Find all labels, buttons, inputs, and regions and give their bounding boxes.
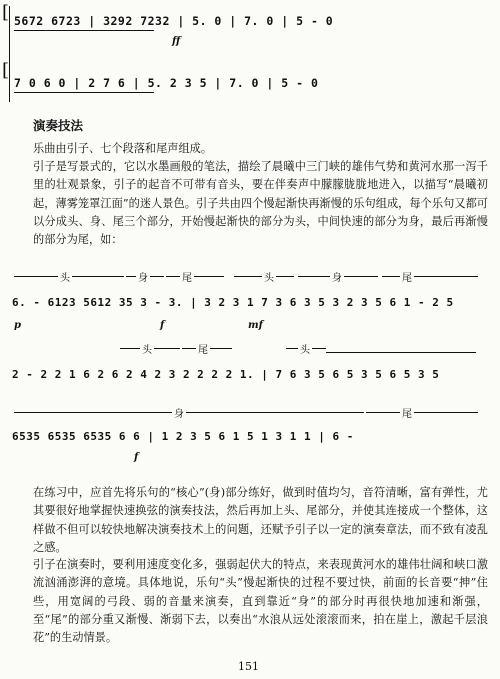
score-mid-row2: 2 - 2 2 1 6 2 6 2 4 2 3 2 2 2 2 1. | 7 6 3 5 6 5 3 5 6 5 3 5: [12, 368, 440, 381]
paragraph-3: 引子在演奏时，要利用速度变化多，强弱起伏大的特点，来表现黄河水的雄伟壮阔和峡口激流汹涌澎湃的意境。具体地说，乐句“头”慢起渐快的过程不要过快，前面的长音要“抻”住些，用宽阔的弓段、弱的音量来演奏，直到靠近“身”的部分时再很快地加速和渐强，至“尾”的部分重又渐慢、渐弱下去，以奏出“水浪从远处滚滚而来，拍在崖上，激起千层浪花”的生动情景。: [33, 558, 488, 645]
beam-line-2: [14, 92, 154, 93]
score-top-row2: 7 0 6 0 | 2 7 6 | 5. 2 3 5 | 7. 0 | 5 - 0: [14, 76, 319, 90]
label-tail-4: 尾: [400, 405, 414, 420]
score-mid-row1: 6. - 6123 5612 35 3 - 3. | 3 2 3 1 7 3 6 3 5 3 2 3 5 6 1 - 2 5: [12, 296, 454, 309]
label-tail-2: 尾: [400, 269, 414, 284]
label-head-3: 头: [140, 341, 154, 356]
paragraph-2: 在练习中，应首先将乐句的“核心”(身)部分练好，做到时值均匀，音符清晰，富有弹性，尤其要很好地掌握快速换弦的演奏技法，然后再加上头、尾部分，并使其连接成一个整体，这样做不但可以较快地解决演奏技术上的问题，还赋予引子以一定的演奏章法，而不致有凌乱之感。: [33, 486, 488, 554]
label-head: 头: [58, 269, 72, 284]
label-head-2: 头: [262, 269, 276, 284]
system-bar: [9, 6, 10, 102]
score-mid-row3: 6535 6535 6535 6 6 | 1 2 3 5 6 1 5 1 3 1 1 | 6 -: [12, 430, 354, 443]
score-top-row1: 5672 6723 | 3292 7232 | 5. 0 | 7. 0 | 5 - 0: [14, 14, 334, 28]
page-number: 151: [238, 660, 259, 673]
label-tail: 尾: [180, 269, 194, 284]
dynamic-f: f: [160, 320, 165, 331]
tail-bracket-4: [366, 412, 478, 413]
label-body: 身: [136, 269, 150, 284]
dynamic-p: p: [14, 320, 21, 331]
tail-bracket-2: [382, 276, 478, 277]
system-brace-2: [: [2, 60, 10, 81]
body-bracket-4: [14, 412, 364, 413]
tail-bracket: [166, 276, 224, 277]
dynamic-f-2: f: [134, 452, 139, 463]
label-tail-3: 尾: [196, 341, 210, 356]
label-body-2: 身: [330, 269, 344, 284]
label-body-4: 身: [172, 405, 186, 420]
system-brace: [: [2, 2, 10, 23]
beam-line: [14, 30, 154, 31]
dynamic-ff: ff: [172, 36, 181, 47]
body-bracket-3: [326, 352, 476, 353]
intro-paragraph: 乐曲由引子、七个段落和尾声组成。: [33, 142, 213, 155]
label-head-4: 头: [298, 341, 312, 356]
dynamic-mf: mf: [248, 320, 263, 331]
section-title: 演奏技法: [33, 118, 84, 133]
paragraph-1: 引子是写景式的，它以水墨画般的笔法，描绘了晨曦中三门峡的雄伟气势和黄河水那一泻千里的壮观景象，引子的起音不可带有音头，要在伴奏声中朦朦胧胧地进入，以描写“晨曦初起，薄雾笼罩江面”的迷人景色。引子共由四个慢起渐快再渐慢的乐句组成，每个乐句又都可以分成头、身、尾三个部分，开始慢起渐快的部分为头，中间快速的部分为身，最后再渐慢的部分为尾，如：: [33, 160, 488, 247]
